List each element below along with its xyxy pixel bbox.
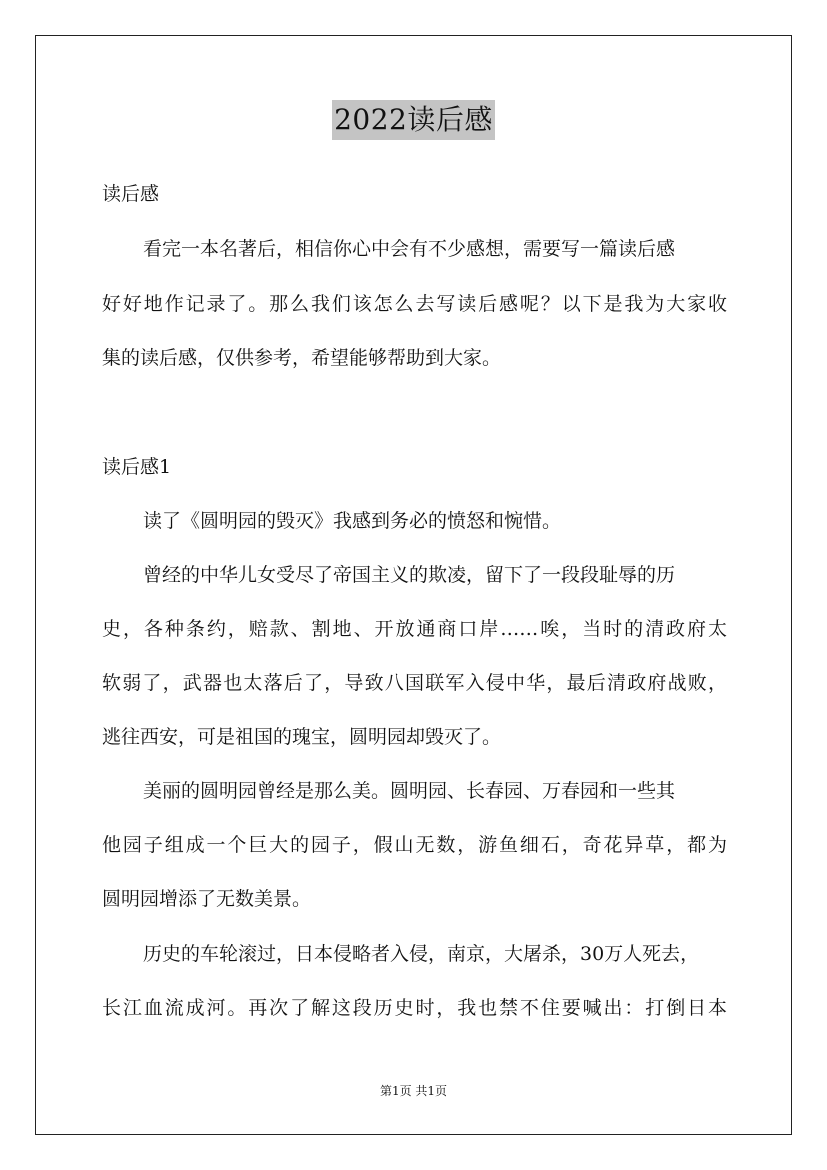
- paragraph-line: 长江血流成河。再次了解这段历史时，我也禁不住要喊出：打倒日本: [102, 997, 727, 1019]
- paragraph-line: 好好地作记录了。那么我们该怎么去写读后感呢？以下是我为大家收: [102, 293, 727, 315]
- section-heading: 读后感: [102, 183, 160, 205]
- paragraph-line: 历史的车轮滚过，日本侵略者入侵，南京，大屠杀，30万人死去，: [143, 943, 700, 965]
- paragraph-line: 史，各种条约，赔款、割地、开放通商口岸……唉，当时的清政府太: [102, 618, 727, 640]
- paragraph-line: 圆明园增添了无数美景。: [102, 888, 312, 910]
- paragraph-line: 集的读后感，仅供参考，希望能够帮助到大家。: [102, 347, 502, 369]
- title-container: [0, 100, 827, 140]
- section-heading: 读后感1: [102, 456, 172, 478]
- paragraph-line: 逃往西安，可是祖国的瑰宝，圆明园却毁灭了。: [102, 726, 502, 748]
- paragraph-line: 读了《圆明园的毁灭》我感到务必的愤怒和惋惜。: [143, 510, 562, 532]
- paragraph-line: 看完一本名著后，相信你心中会有不少感想，需要写一篇读后感: [143, 238, 676, 260]
- document-title: 2022读后感: [332, 100, 495, 140]
- page-number-footer: 第1页 共1页: [379, 1084, 448, 1098]
- paragraph-line: 曾经的中华儿女受尽了帝国主义的欺凌，留下了一段段耻辱的历: [143, 564, 676, 586]
- paragraph-line: 软弱了，武器也太落后了，导致八国联军入侵中华，最后清政府战败，: [102, 672, 727, 694]
- paragraph-line: 他园子组成一个巨大的园子，假山无数，游鱼细石，奇花异草，都为: [102, 834, 727, 856]
- paragraph-line: 美丽的圆明园曾经是那么美。圆明园、长春园、万春园和一些其: [143, 780, 676, 802]
